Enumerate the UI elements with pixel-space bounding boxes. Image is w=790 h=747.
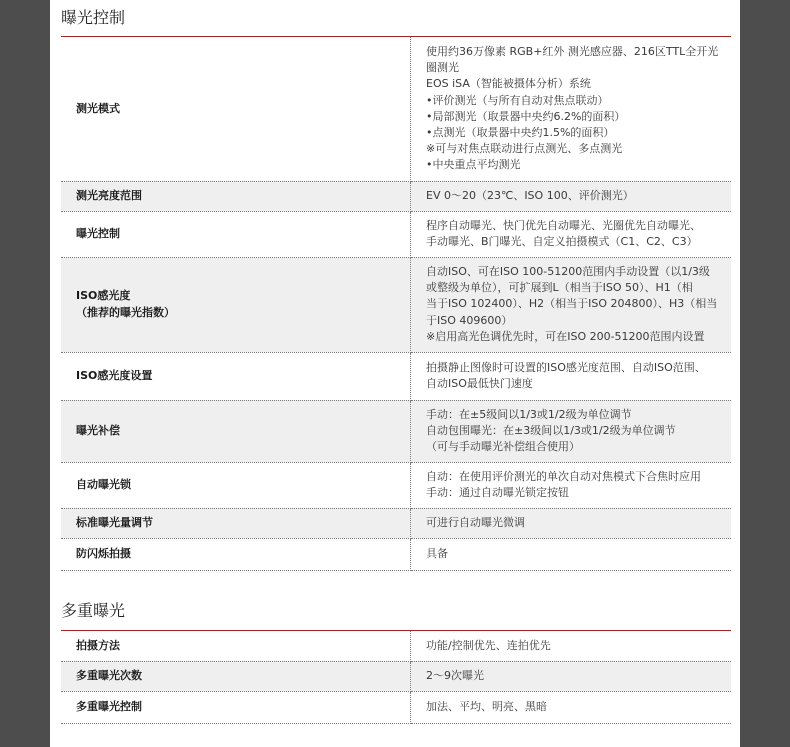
spec-value-line: •点测光（取景器中央约1.5%的面积） [426, 125, 615, 139]
spec-row [61, 211, 731, 257]
spec-row [61, 691, 731, 723]
spec-row [61, 631, 731, 661]
spec-label [61, 631, 411, 661]
multiple-exposure-spec-table [61, 631, 731, 724]
spec-label-line: 防闪烁拍摄 [76, 546, 131, 560]
spec-row [61, 352, 731, 400]
spec-label-line: ISO感光度 [76, 289, 131, 303]
spec-row [61, 400, 731, 462]
spec-value-line: 使用约36万像素 RGB+红外 测光感应器、216区TTL全开光 [426, 44, 719, 58]
spec-value-line: ※启用高光色调优先时，可在ISO 200-51200范围内设置 [426, 329, 705, 343]
spec-value [411, 181, 732, 211]
spec-label-line: 标准曝光量调节 [76, 515, 153, 529]
spec-value [411, 631, 732, 661]
spec-value [411, 661, 732, 691]
spec-value [411, 400, 732, 462]
spec-value-line: 功能/控制优先、连拍优先 [426, 638, 551, 652]
spec-row [61, 508, 731, 538]
spec-value-line: 具备 [426, 546, 448, 560]
spec-row [61, 538, 731, 570]
spec-label [61, 538, 411, 570]
spec-label-line: 曝光补偿 [76, 423, 120, 437]
spec-value-line: 手动曝光、B门曝光、自定义拍摄模式（C1、C2、C3） [426, 235, 698, 248]
spec-value-line: （可与手动曝光补偿组合使用） [426, 440, 580, 454]
spec-row [61, 257, 731, 352]
spec-value-line: 拍摄静止图像时可设置的ISO感光度范围、自动ISO范围、 [426, 360, 706, 374]
spec-label-line: 测光模式 [76, 101, 120, 115]
spec-label [61, 508, 411, 538]
spec-value-line: ※可与对焦点联动进行点测光、多点测光 [426, 142, 623, 156]
spec-value-line: 于ISO 409600） [426, 313, 513, 327]
spec-row [61, 181, 731, 211]
spec-label-line: 多重曝光次数 [76, 668, 142, 682]
spec-value-line: 手动：通过自动曝光锁定按钮 [426, 486, 569, 499]
spec-value-line: •评价测光（与所有自动对焦点联动） [426, 93, 609, 107]
spec-label [61, 37, 411, 181]
spec-value-line: 手动：在±5级间以1/3或1/2级为单位调节 [426, 407, 632, 421]
spec-value [411, 508, 732, 538]
spec-value-line: 或整级为单位），可扩展到L（相当于ISO 50）、H1（相 [426, 281, 693, 295]
spec-label-line: ISO感光度设置 [76, 368, 153, 382]
spec-row [61, 661, 731, 691]
spec-value-line: EV 0～20（23℃、ISO 100、评价测光） [426, 188, 634, 202]
spec-value [411, 462, 732, 508]
section-title-multiple-exposure: 多重曝光 [61, 601, 126, 620]
spec-value [411, 352, 732, 400]
spec-value-line: 可进行自动曝光微调 [426, 515, 525, 529]
spec-value-line: •局部测光（取景器中央约6.2%的面积） [426, 109, 626, 123]
section-title-exposure: 曝光控制 [61, 8, 126, 27]
spec-value-line: •中央重点平均测光 [426, 158, 521, 172]
spec-value-line: 圈测光 [426, 61, 459, 75]
spec-row [61, 37, 731, 181]
spec-row [61, 462, 731, 508]
spec-value-line: 自动包围曝光：在±3级间以1/3或1/2级为单位调节 [426, 423, 676, 437]
spec-label-line: 多重曝光控制 [76, 699, 142, 713]
exposure-spec-table [61, 37, 731, 571]
spec-label [61, 691, 411, 723]
spec-label [61, 181, 411, 211]
spec-value [411, 37, 732, 181]
spec-page [50, 0, 740, 747]
spec-label-line: 自动曝光锁 [76, 477, 131, 491]
spec-value-line: 自动ISO最低快门速度 [426, 377, 533, 390]
spec-value-line: 当于ISO 102400）、H2（相当于ISO 204800）、H3（相当 [426, 297, 718, 311]
spec-value-line: 2～9次曝光 [426, 668, 484, 682]
spec-label [61, 462, 411, 508]
spec-value-line: 自动：在使用评价测光的单次自动对焦模式下合焦时应用 [426, 469, 701, 483]
spec-label [61, 257, 411, 352]
spec-label-line: 曝光控制 [76, 226, 120, 240]
spec-label-line: 拍摄方法 [76, 638, 120, 652]
spec-value [411, 257, 732, 352]
spec-value [411, 211, 732, 257]
spec-label [61, 211, 411, 257]
spec-value-line: 自动ISO、可在ISO 100-51200范围内手动设置（以1/3级 [426, 264, 710, 278]
spec-label-line: 测光亮度范围 [76, 188, 142, 202]
spec-value [411, 691, 732, 723]
spec-value-line: 程序自动曝光、快门优先自动曝光、光圈优先自动曝光、 [426, 218, 701, 232]
spec-value-line: EOS iSA（智能被摄体分析）系统 [426, 77, 591, 91]
spec-label [61, 400, 411, 462]
spec-value-line: 加法、平均、明亮、黑暗 [426, 699, 547, 713]
spec-label-line: （推荐的曝光指数） [76, 305, 175, 319]
spec-label [61, 661, 411, 691]
spec-value [411, 538, 732, 570]
spec-label [61, 352, 411, 400]
